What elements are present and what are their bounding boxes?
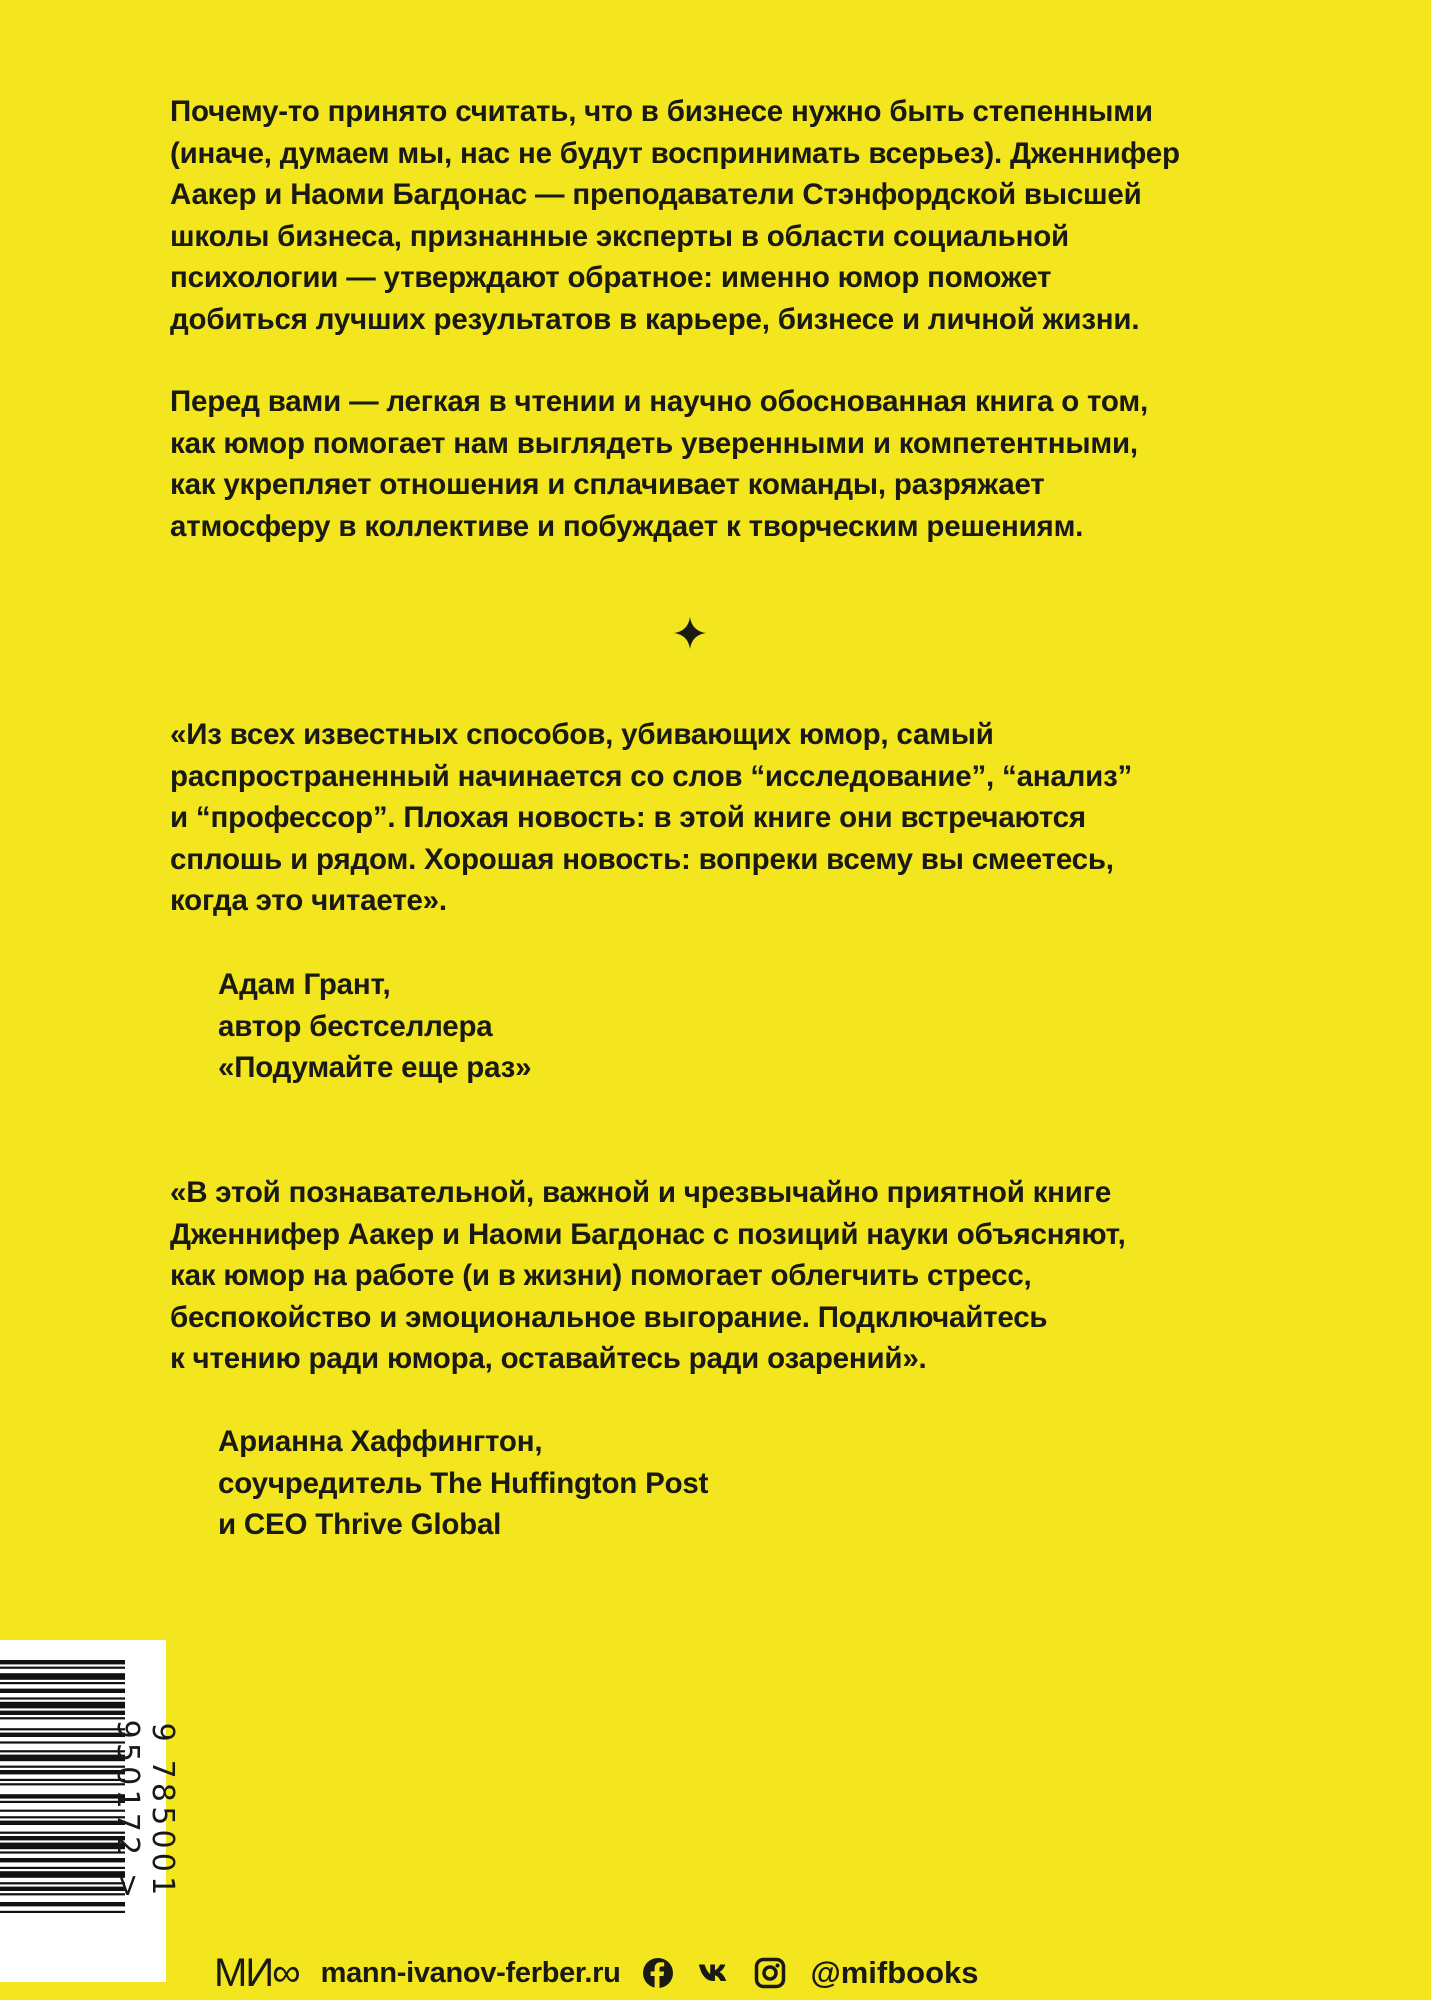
barcode-bar xyxy=(0,1911,125,1913)
barcode-bar xyxy=(0,1832,125,1834)
website-link[interactable]: mann-ivanov-ferber.ru xyxy=(320,1956,621,1989)
text-line: Дженнифер Аакер и Наоми Багдонас с позиций науки объясняют, xyxy=(170,1217,1126,1251)
barcode-bar xyxy=(0,1816,125,1818)
vk-icon[interactable] xyxy=(698,1957,730,1989)
barcode-bar xyxy=(0,1858,125,1862)
text-line: Аакер и Наоми Багдонас — преподаватели Стэнфордской высшей xyxy=(170,178,1142,211)
text-line: как юмор помогает нам выглядеть уверенными и компетентными, xyxy=(170,426,1138,460)
text-line: как укрепляет отношения и сплачивает команды, разряжает xyxy=(170,468,1045,501)
text-line: к чтению ради юмора, оставайтесь ради озарений». xyxy=(170,1342,927,1375)
barcode-bar xyxy=(0,1717,125,1719)
barcode-bar xyxy=(0,1770,125,1774)
barcode-bar xyxy=(0,1902,125,1906)
quote-attribution-huffington xyxy=(218,1421,708,1546)
barcode-bar xyxy=(0,1867,125,1869)
barcode-bar xyxy=(0,1689,125,1693)
barcode-bar xyxy=(0,1794,125,1798)
quote-huffington xyxy=(170,1172,1126,1380)
text-line: автор бестселлера xyxy=(218,1009,493,1043)
text-line: Адам Грант, xyxy=(218,968,391,1001)
text-line: добиться лучших результатов в карьере, бизнесе и личной жизни. xyxy=(170,302,1140,336)
barcode-bar xyxy=(0,1711,125,1715)
barcode-bar xyxy=(0,1882,125,1884)
text-line: и “профессор”. Плохая новость: в этой книге они встречаются xyxy=(170,801,1086,834)
text-line: «Из всех известных способов, убивающих юмор, самый xyxy=(170,718,994,751)
social-handle[interactable]: @mifbooks xyxy=(810,1955,979,1990)
text-line: распространенный начинается со слов “исследование”, “анализ” xyxy=(170,759,1133,793)
text-line: атмосферу в коллективе и побуждает к творческим решениям. xyxy=(170,509,1084,543)
barcode-bar xyxy=(0,1697,125,1699)
barcode-bar xyxy=(0,1702,125,1709)
text-line: Перед вами — легкая в чтении и научно обоснованная книга о том, xyxy=(170,385,1148,418)
quote-grant xyxy=(170,714,1132,922)
barcode-bars xyxy=(0,1640,125,1982)
text-line: и CEO Thrive Global xyxy=(218,1508,502,1541)
barcode-bar xyxy=(0,1766,125,1768)
text-line: беспокойство и эмоциональное выгорание. Подключайтесь xyxy=(170,1300,1048,1334)
barcode-bar xyxy=(0,1843,125,1850)
isbn-barcode xyxy=(0,1640,180,1982)
diamond-separator-icon xyxy=(672,615,708,651)
barcode-bar xyxy=(0,1741,125,1743)
description-paragraph-1 xyxy=(170,91,1180,340)
barcode-bar xyxy=(0,1779,125,1781)
publisher-footer xyxy=(214,1948,979,1998)
barcode-bar xyxy=(0,1667,125,1669)
barcode-bar xyxy=(0,1755,125,1762)
barcode-bar xyxy=(0,1682,125,1684)
text-line: школы бизнеса, признанные эксперты в области социальной xyxy=(170,219,1069,253)
text-line: «Подумайте еще раз» xyxy=(218,1051,532,1084)
barcode-bar xyxy=(0,1836,125,1840)
barcode-bar xyxy=(0,1783,125,1785)
text-line: соучредитель The Huffington Post xyxy=(218,1466,709,1500)
description-paragraph-2 xyxy=(170,381,1148,547)
barcode-bar xyxy=(0,1660,125,1664)
text-line: Почему-то принято считать, что в бизнесе нужно быть степенными xyxy=(170,95,1153,128)
barcode-digits-area xyxy=(110,1646,180,1976)
barcode-bar xyxy=(0,1851,125,1853)
barcode-bar xyxy=(0,1893,125,1895)
instagram-icon[interactable] xyxy=(754,1957,786,1989)
text-line: когда это читаете». xyxy=(170,884,447,917)
text-line: Арианна Хаффингтон, xyxy=(218,1425,543,1458)
text-line: как юмор на работе (и в жизни) помогает облегчить стресс, xyxy=(170,1259,1032,1292)
barcode-bar xyxy=(0,1733,125,1737)
barcode-bar xyxy=(0,1810,125,1812)
barcode-bar xyxy=(0,1871,125,1878)
barcode-digits: 9 785001 950172 > xyxy=(110,1719,180,1903)
barcode-bar xyxy=(0,1887,125,1891)
barcode-bar xyxy=(0,1750,125,1752)
barcode-bar xyxy=(0,1821,125,1825)
text-line: «В этой познавательной, важной и чрезвычайно приятной книге xyxy=(170,1176,1112,1209)
text-line: сплошь и рядом. Хорошая новость: вопреки всему вы смеетесь, xyxy=(170,842,1114,876)
barcode-bar xyxy=(0,1673,125,1680)
barcode-bar xyxy=(0,1801,125,1803)
barcode-bar xyxy=(0,1728,125,1730)
publisher-logo: МИ∞ xyxy=(214,1950,299,1995)
text-line: (иначе, думаем мы, нас не будут воспринимать всерьез). Дженнифер xyxy=(170,136,1180,170)
text-line: психологии — утверждают обратное: именно юмор поможет xyxy=(170,261,1052,294)
facebook-icon[interactable] xyxy=(642,1957,674,1989)
quote-attribution-grant xyxy=(218,964,531,1089)
